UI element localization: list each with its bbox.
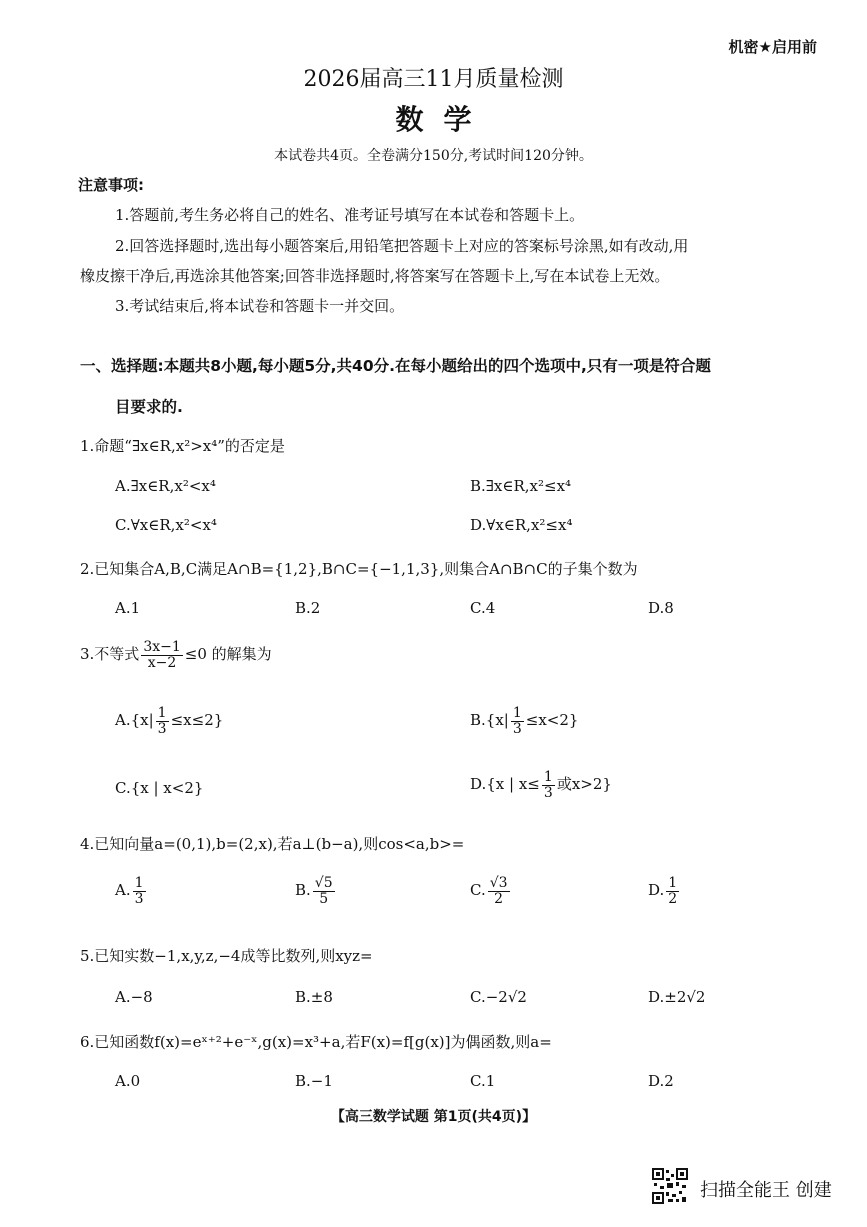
q4-b-num: √5 [314, 875, 333, 891]
question-5-stem: 5.已知实数−1,x,y,z,−4成等比数列,则xyz= [80, 947, 373, 965]
subject-title: 数学 [395, 103, 492, 136]
q3-fraction [141, 640, 182, 670]
q4-option-a [115, 876, 148, 906]
scanner-watermark: 扫描全能王 创建 [700, 1180, 832, 1201]
q4-a-fraction [133, 876, 146, 906]
q3-b-post: ≤x<2} [525, 711, 579, 730]
q6-option-c: C.1 [470, 1072, 496, 1090]
note-item: 1.答题前,考生务必将自己的姓名、准考证号填写在本试卷和答题卡上。 [115, 206, 585, 224]
q1-option-b: B.∃x∈R,x²≤x⁴ [470, 477, 572, 495]
q5-option-a: A.−8 [115, 988, 153, 1006]
notes-heading: 注意事项: [78, 176, 144, 194]
q3-b-pre: B.{x| [470, 711, 509, 730]
q3-a-fraction [156, 706, 169, 736]
q3-b-num: 1 [512, 705, 522, 721]
q3-d-pre: D.{x | x≤ [470, 775, 540, 794]
q3-b-den: 3 [512, 720, 522, 737]
confidential-mark: 机密★启用前 [728, 38, 817, 56]
q3-d-fraction [542, 770, 555, 800]
page-footer: 【高三数学试题 第1页(共4页)】 [330, 1109, 537, 1125]
q4-d-fraction [666, 876, 679, 906]
q4-option-b [295, 876, 337, 906]
q3-d-num: 1 [543, 769, 553, 785]
q3-stem-post: ≤0 的解集为 [184, 645, 272, 664]
q5-option-c: C.−2√2 [470, 988, 527, 1006]
q4-c-label: C. [470, 881, 486, 900]
q4-b-fraction [313, 876, 335, 906]
q2-option-c: C.4 [470, 599, 496, 617]
section-heading-cont: 目要求的. [115, 398, 183, 416]
question-6-stem: 6.已知函数f(x)=eˣ⁺²+e⁻ˣ,g(x)=x³+a,若F(x)=f[g(x)]为偶函数,则a= [80, 1033, 552, 1051]
q4-a-label: A. [115, 881, 131, 900]
q6-option-d: D.2 [648, 1072, 674, 1090]
q3-a-post: ≤x≤2} [170, 711, 224, 730]
question-4-stem: 4.已知向量a=(0,1),b=(2,x),若a⊥(b−a),则cos<a,b>= [80, 835, 465, 853]
exam-title: 2026届高三11月质量检测 [303, 67, 564, 92]
q3-option-a [115, 706, 223, 736]
q3-fraction-num: 3x−1 [143, 639, 181, 655]
q3-d-post: 或x>2} [556, 775, 612, 794]
q3-d-den: 3 [543, 784, 553, 801]
q3-option-b [470, 706, 578, 736]
q4-b-den: 5 [319, 890, 329, 907]
q3-fraction-den: x−2 [147, 654, 177, 671]
q2-option-a: A.1 [115, 599, 141, 617]
qr-code-icon [652, 1168, 688, 1204]
q5-option-d: D.±2√2 [648, 988, 706, 1006]
q3-option-c: C.{x | x<2} [115, 779, 204, 797]
q3-a-num: 1 [157, 705, 167, 721]
question-2-stem: 2.已知集合A,B,C满足A∩B={1,2},B∩C={−1,1,3},则集合A∩B∩C的子集个数为 [80, 560, 638, 578]
q4-option-d [648, 876, 681, 906]
q6-option-b: B.−1 [295, 1072, 333, 1090]
question-1-stem: 1.命题“∃x∈R,x²>x⁴”的否定是 [80, 437, 285, 455]
q3-a-den: 3 [157, 720, 167, 737]
q4-a-num: 1 [134, 875, 144, 891]
q3-b-fraction [511, 706, 524, 736]
q4-a-den: 3 [134, 890, 144, 907]
q4-d-label: D. [648, 881, 665, 900]
q6-option-a: A.0 [115, 1072, 141, 1090]
section-heading: 一、选择题:本题共8小题,每小题5分,共40分.在每小题给出的四个选项中,只有一项是符合题 [80, 357, 711, 375]
note-item: 3.考试结束后,将本试卷和答题卡一并交回。 [115, 297, 405, 315]
q3-option-d [470, 770, 612, 800]
q4-c-num: √3 [489, 875, 508, 891]
q4-d-num: 1 [668, 875, 678, 891]
note-item: 橡皮擦干净后,再选涂其他答案;回答非选择题时,将答案写在答题卡上,写在本试卷上无效。 [80, 267, 670, 285]
q4-c-fraction [488, 876, 510, 906]
q1-option-c: C.∀x∈R,x²<x⁴ [115, 516, 217, 534]
q1-option-d: D.∀x∈R,x²≤x⁴ [470, 516, 573, 534]
q2-option-d: D.8 [648, 599, 674, 617]
note-item: 2.回答选择题时,选出每小题答案后,用铅笔把答题卡上对应的答案标号涂黑,如有改动,用 [115, 237, 689, 255]
q2-option-b: B.2 [295, 599, 321, 617]
q5-option-b: B.±8 [295, 988, 333, 1006]
q4-d-den: 2 [668, 890, 678, 907]
q3-stem-pre: 3.不等式 [80, 645, 140, 664]
q4-option-c [470, 876, 512, 906]
q4-b-label: B. [295, 881, 311, 900]
q4-c-den: 2 [494, 890, 504, 907]
q1-option-a: A.∃x∈R,x²<x⁴ [115, 477, 216, 495]
exam-info: 本试卷共4页。全卷满分150分,考试时间120分钟。 [274, 148, 593, 164]
q3-a-pre: A.{x| [115, 711, 154, 730]
question-3-stem [80, 640, 272, 670]
